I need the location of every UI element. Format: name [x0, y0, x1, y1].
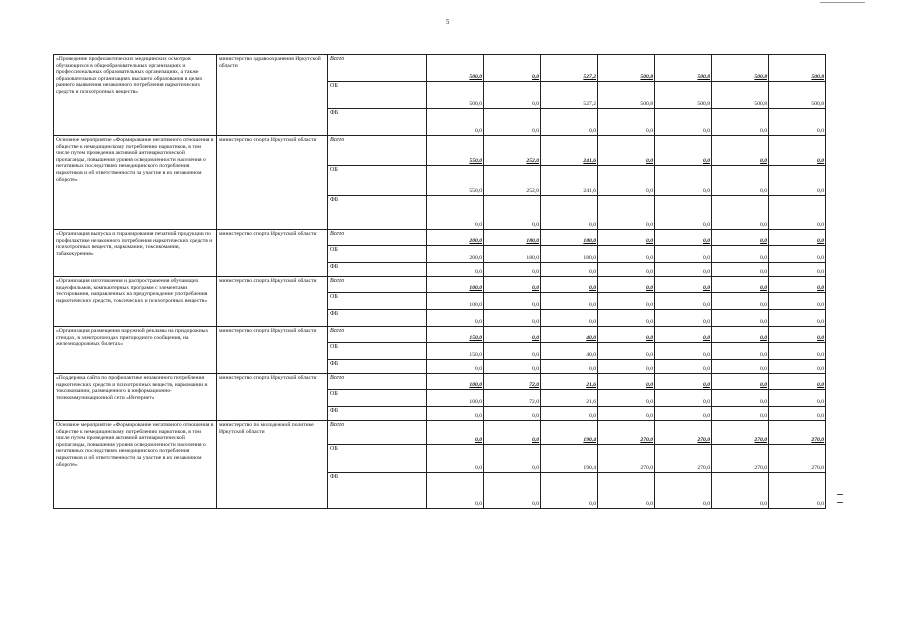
amount-cell: 0,0	[427, 473, 484, 509]
table-row	[54, 277, 826, 293]
amount-cell: 0,0	[598, 263, 655, 277]
amount-cell: 0,0	[712, 263, 769, 277]
funding-source: Всего	[328, 277, 427, 293]
amount-cell: 0,0	[484, 55, 541, 82]
amount-cell: 0,0	[598, 473, 655, 509]
amount-cell: 0,0	[427, 263, 484, 277]
amount-cell: 0,0	[484, 360, 541, 374]
amount-cell: 180,0	[484, 246, 541, 263]
scan-edge-mark	[820, 2, 865, 3]
amount-cell: 0,0	[655, 246, 712, 263]
amount-cell: 0,0	[655, 327, 712, 343]
amount-cell: 0,0	[655, 166, 712, 196]
amount-cell: 0,0	[484, 445, 541, 473]
amount-cell: 0,0	[769, 230, 826, 246]
amount-cell: 0,0	[712, 230, 769, 246]
amount-cell: 0,0	[769, 390, 826, 407]
amount-cell: 0,0	[541, 473, 598, 509]
amount-cell: 0,0	[655, 196, 712, 230]
amount-cell: 100,0	[427, 390, 484, 407]
amount-cell: 0,0	[598, 374, 655, 390]
funding-source: ФБ	[328, 473, 427, 509]
amount-cell: 200,0	[427, 246, 484, 263]
funding-source: ФБ	[328, 310, 427, 327]
amount-cell: 0,0	[655, 230, 712, 246]
amount-cell: 0,0	[655, 473, 712, 509]
amount-cell: 0,0	[655, 374, 712, 390]
amount-cell: 500,8	[712, 55, 769, 82]
amount-cell: 0,0	[769, 374, 826, 390]
amount-cell: 0,0	[598, 293, 655, 310]
amount-cell: 0,0	[484, 293, 541, 310]
amount-cell: 0,0	[712, 196, 769, 230]
amount-cell: 0,0	[427, 421, 484, 445]
amount-cell: 0,0	[655, 310, 712, 327]
amount-cell: 0,0	[655, 136, 712, 166]
funding-source: ФБ	[328, 196, 427, 230]
amount-cell: 0,0	[484, 421, 541, 445]
amount-cell: 0,0	[484, 473, 541, 509]
amount-cell: 527,2	[541, 55, 598, 82]
amount-cell: 0,0	[598, 327, 655, 343]
amount-cell: 72,0	[484, 390, 541, 407]
amount-cell: 0,0	[484, 277, 541, 293]
amount-cell: 0,0	[712, 473, 769, 509]
amount-cell: 270,0	[655, 421, 712, 445]
amount-cell: 0,0	[655, 277, 712, 293]
amount-cell: 0,0	[712, 246, 769, 263]
amount-cell: 0,0	[484, 82, 541, 109]
amount-cell: 527,2	[541, 82, 598, 109]
funding-source: Всего	[328, 55, 427, 82]
amount-cell: 500,8	[598, 55, 655, 82]
amount-cell: 0,0	[484, 343, 541, 360]
amount-cell: 0,0	[598, 390, 655, 407]
amount-cell: 100,0	[427, 374, 484, 390]
amount-cell: 0,0	[769, 360, 826, 374]
amount-cell: 0,0	[769, 196, 826, 230]
funding-source: Всего	[328, 230, 427, 246]
amount-cell: 190,4	[541, 445, 598, 473]
margin-dash	[837, 494, 843, 495]
amount-cell: 270,0	[769, 445, 826, 473]
table-row	[54, 136, 826, 166]
amount-cell: 0,0	[427, 407, 484, 421]
amount-cell: 0,0	[769, 293, 826, 310]
funding-source: ФБ	[328, 407, 427, 421]
amount-cell: 0,0	[712, 277, 769, 293]
activity-description: «Организация изготовления и распространения обучающих видеофильмов, компьютерных программ с элементами тестирования, направленных на предупреждение употребления наркотических средств, токсических и психотропных веществ»	[54, 277, 217, 327]
amount-cell: 100,0	[427, 293, 484, 310]
amount-cell: 200,0	[427, 230, 484, 246]
amount-cell: 180,0	[541, 246, 598, 263]
activity-description: Основное мероприятие «Формирование негативного отношения в обществе к немедицинскому потреблению наркотиков, в том числе путем проведения активной антинаркотической пропаганды, повышения уровня осведомленности населения о негативных последствиях немедицинского потребления наркотиков и об ответственности за участие в их незаконном обороте»	[54, 421, 217, 509]
table-row	[54, 374, 826, 390]
amount-cell: 0,0	[484, 310, 541, 327]
responsible-executor: министерство спорта Иркутской области	[217, 277, 328, 327]
amount-cell: 500,0	[427, 55, 484, 82]
amount-cell: 0,0	[541, 196, 598, 230]
amount-cell: 241,6	[541, 166, 598, 196]
amount-cell: 0,0	[712, 109, 769, 136]
amount-cell: 0,0	[769, 310, 826, 327]
amount-cell: 0,0	[541, 277, 598, 293]
amount-cell: 0,0	[712, 310, 769, 327]
budget-table	[53, 54, 826, 509]
amount-cell: 0,0	[712, 166, 769, 196]
amount-cell: 0,0	[769, 136, 826, 166]
table-body	[54, 55, 826, 509]
amount-cell: 0,0	[712, 374, 769, 390]
amount-cell: 72,0	[484, 374, 541, 390]
amount-cell: 180,0	[541, 230, 598, 246]
amount-cell: 0,0	[541, 360, 598, 374]
amount-cell: 40,0	[541, 343, 598, 360]
amount-cell: 0,0	[769, 109, 826, 136]
activity-description: Основное мероприятие «Формирование негативного отношения в обществе к немедицинскому потреблению наркотиков, в том числе путем проведения активной антинаркотической пропаганды, повышения уровня осведомленности населения о негативных последствиях немедицинского потребления наркотиков и об ответственности за участие в их незаконном обороте»	[54, 136, 217, 230]
amount-cell: 0,0	[655, 390, 712, 407]
amount-cell: 500,8	[769, 55, 826, 82]
amount-cell: 0,0	[712, 343, 769, 360]
amount-cell: 270,0	[598, 421, 655, 445]
amount-cell: 0,0	[484, 263, 541, 277]
amount-cell: 0,0	[769, 327, 826, 343]
amount-cell: 270,0	[769, 421, 826, 445]
amount-cell: 0,0	[598, 246, 655, 263]
amount-cell: 0,0	[769, 277, 826, 293]
amount-cell: 500,8	[598, 82, 655, 109]
amount-cell: 0,0	[769, 473, 826, 509]
funding-source: Всего	[328, 374, 427, 390]
page-number: 5	[446, 18, 450, 26]
funding-source: ОБ	[328, 166, 427, 196]
amount-cell: 0,0	[769, 407, 826, 421]
amount-cell: 0,0	[427, 196, 484, 230]
amount-cell: 0,0	[541, 263, 598, 277]
amount-cell: 0,0	[427, 109, 484, 136]
funding-source: ОБ	[328, 390, 427, 407]
funding-source: ФБ	[328, 360, 427, 374]
amount-cell: 21,6	[541, 390, 598, 407]
table-row	[54, 230, 826, 246]
responsible-executor: министерство спорта Иркутской области	[217, 136, 328, 230]
funding-source: ОБ	[328, 343, 427, 360]
amount-cell: 550,0	[427, 136, 484, 166]
activity-description: «Поддержка сайта по профилактике незаконного потребления наркотических средств и психотропных веществ, наркомании и токсикомании, размещенного в информационно-телекоммуникационной сети «Интернет»	[54, 374, 217, 421]
amount-cell: 0,0	[769, 246, 826, 263]
amount-cell: 0,0	[712, 360, 769, 374]
amount-cell: 0,0	[427, 360, 484, 374]
amount-cell: 0,0	[598, 109, 655, 136]
amount-cell: 0,0	[712, 407, 769, 421]
amount-cell: 100,0	[427, 277, 484, 293]
responsible-executor: министерство по молодежной политике Иркутской области	[217, 421, 328, 509]
amount-cell: 0,0	[598, 277, 655, 293]
amount-cell: 190,4	[541, 421, 598, 445]
amount-cell: 150,0	[427, 343, 484, 360]
amount-cell: 270,0	[712, 421, 769, 445]
amount-cell: 0,0	[655, 293, 712, 310]
amount-cell: 0,0	[484, 109, 541, 136]
funding-source: ОБ	[328, 445, 427, 473]
amount-cell: 0,0	[598, 343, 655, 360]
activity-description: «Проведение профилактических медицинских осмотров обучающихся в общеобразовательных организациях и профессиональных образовательных организациях, а также образовательных организациях высшего образования в целях раннего выявления незаконного потребления наркотических средств и психотропных веществ»	[54, 55, 217, 136]
amount-cell: 150,0	[427, 327, 484, 343]
responsible-executor: министерство здравоохранения Иркутской области	[217, 55, 328, 136]
funding-source: ОБ	[328, 293, 427, 310]
amount-cell: 0,0	[655, 407, 712, 421]
amount-cell: 0,0	[769, 343, 826, 360]
funding-source: Всего	[328, 327, 427, 343]
amount-cell: 252,0	[484, 166, 541, 196]
table-row	[54, 421, 826, 445]
amount-cell: 0,0	[712, 390, 769, 407]
amount-cell: 500,8	[712, 82, 769, 109]
activity-description: «Организация размещения наружной рекламы на придорожных стендах, в электропоездах пригородного сообщения, на железнодорожных билетах»	[54, 327, 217, 374]
responsible-executor: министерство спорта Иркутской области	[217, 374, 328, 421]
amount-cell: 0,0	[598, 360, 655, 374]
amount-cell: 0,0	[769, 166, 826, 196]
activity-description: «Организация выпуска и тиражирования печатной продукции по профилактике незаконного потребления наркотических средств и психотропных веществ, наркомании, токсикомании, табакокурения»	[54, 230, 217, 277]
amount-cell: 500,8	[655, 55, 712, 82]
amount-cell: 270,0	[655, 445, 712, 473]
responsible-executor: министерство спорта Иркутской области	[217, 327, 328, 374]
amount-cell: 0,0	[484, 327, 541, 343]
amount-cell: 0,0	[598, 230, 655, 246]
amount-cell: 0,0	[655, 360, 712, 374]
amount-cell: 270,0	[598, 445, 655, 473]
funding-source: Всего	[328, 421, 427, 445]
amount-cell: 550,0	[427, 166, 484, 196]
funding-source: Всего	[328, 136, 427, 166]
amount-cell: 0,0	[598, 196, 655, 230]
amount-cell: 0,0	[712, 136, 769, 166]
amount-cell: 270,0	[712, 445, 769, 473]
amount-cell: 0,0	[655, 343, 712, 360]
amount-cell: 0,0	[598, 166, 655, 196]
amount-cell: 0,0	[598, 136, 655, 166]
amount-cell: 180,0	[484, 230, 541, 246]
amount-cell: 241,6	[541, 136, 598, 166]
amount-cell: 0,0	[484, 196, 541, 230]
amount-cell: 0,0	[427, 445, 484, 473]
amount-cell: 0,0	[712, 293, 769, 310]
amount-cell: 0,0	[598, 407, 655, 421]
amount-cell: 0,0	[655, 109, 712, 136]
funding-source: ФБ	[328, 263, 427, 277]
amount-cell: 0,0	[769, 263, 826, 277]
amount-cell: 0,0	[427, 310, 484, 327]
funding-source: ОБ	[328, 82, 427, 109]
amount-cell: 0,0	[541, 293, 598, 310]
amount-cell: 0,0	[598, 310, 655, 327]
amount-cell: 0,0	[712, 327, 769, 343]
amount-cell: 0,0	[655, 263, 712, 277]
funding-source: ФБ	[328, 109, 427, 136]
amount-cell: 500,8	[655, 82, 712, 109]
amount-cell: 40,0	[541, 327, 598, 343]
responsible-executor: министерство спорта Иркутской области	[217, 230, 328, 277]
funding-source: ОБ	[328, 246, 427, 263]
table-row	[54, 55, 826, 82]
margin-dash	[837, 502, 843, 503]
amount-cell: 0,0	[541, 310, 598, 327]
amount-cell: 21,6	[541, 374, 598, 390]
amount-cell: 500,8	[769, 82, 826, 109]
amount-cell: 0,0	[484, 407, 541, 421]
amount-cell: 0,0	[541, 109, 598, 136]
amount-cell: 252,0	[484, 136, 541, 166]
amount-cell: 500,0	[427, 82, 484, 109]
amount-cell: 0,0	[541, 407, 598, 421]
table-row	[54, 327, 826, 343]
